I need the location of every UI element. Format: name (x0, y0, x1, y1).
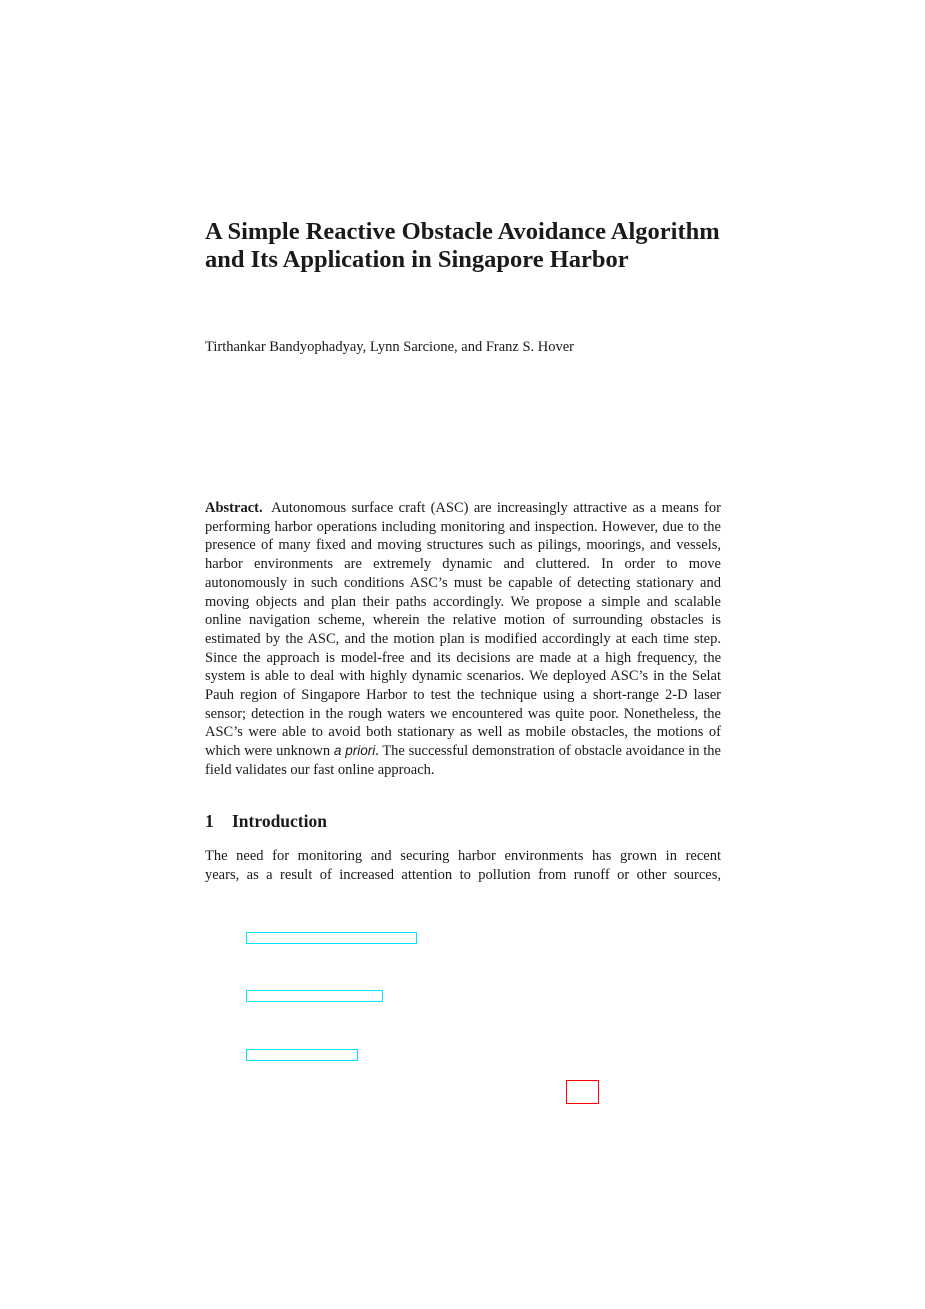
author-link-box[interactable] (246, 932, 417, 944)
author-link-box[interactable] (246, 1049, 358, 1061)
abstract-text-end: . The successful demonstration of obstacle avoidance in the field validates our fast online approach. (205, 743, 721, 778)
section-number: 1 (205, 811, 214, 831)
reference-link-box[interactable] (566, 1080, 599, 1104)
abstract-label: Abstract. (205, 500, 263, 516)
intro-line: The need for monitoring and securing harbor environments has grown in recent (205, 848, 721, 864)
author-link-box[interactable] (246, 990, 383, 1002)
abstract-emphasis: a priori (333, 743, 376, 759)
abstract (205, 499, 721, 780)
intro-line: years, as a result of increased attention to pollution from runoff or other sources, (205, 866, 721, 883)
paper-title: A Simple Reactive Obstacle Avoidance Algorithm and Its Application in Singapore Harbor (205, 218, 720, 273)
abstract-text: Autonomous surface craft (ASC) are increasingly attractive as a means for performing harbor operations including monitoring and inspection. However, due to the presence of many fixed and moving structures such as pilings, moorings, and vessels, harbor environments are extremely dynamic and cluttered. In order to move autonomously in such conditions ASC’s must be capable of detecting stationary and moving objects and plan their paths accordingly. We propose a simple and scalable online navigation scheme, wherein the relative motion of surrounding obstacles is estimated by the ASC, and the motion plan is modified accordingly at each time step. Since the approach is model-free and its decisions are made at a high frequency, the system is able to deal with highly dynamic scenarios. We deployed ASC’s in the Selat Pauh region of Singapore Harbor to test the technique using a short-range 2-D laser sensor; detection in the rough waters we encountered was quite poor. Nonetheless, the ASC’s were able to avoid both stationary as well as mobile obstacles, the motions of which were unknown (205, 500, 722, 760)
author-list: Tirthankar Bandyophadyay, Lynn Sarcione, and Franz S. Hover (205, 339, 575, 355)
section-title: Introduction (232, 811, 327, 831)
introduction-paragraph (205, 847, 721, 884)
section-heading (205, 810, 327, 832)
